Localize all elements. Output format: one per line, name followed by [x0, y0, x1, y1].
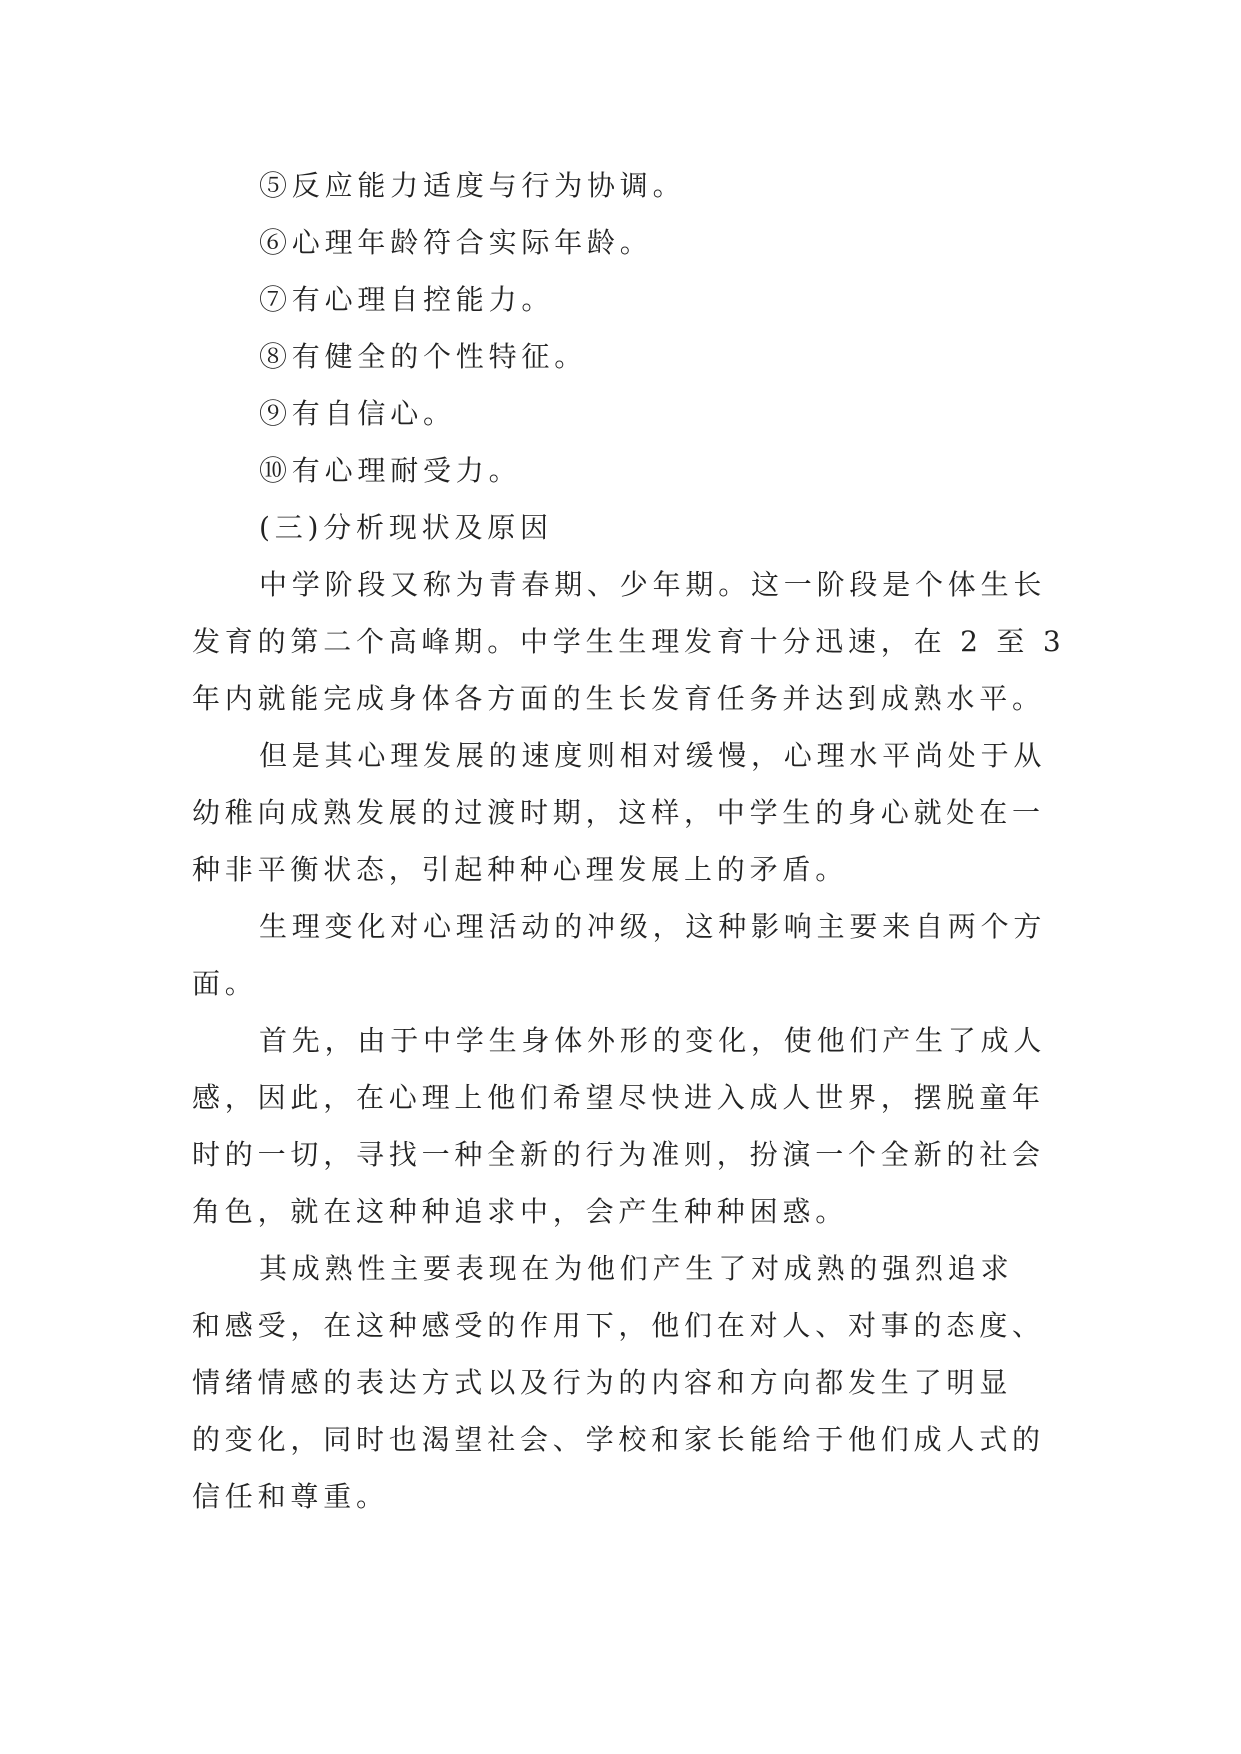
list-item: ⑧有健全的个性特征。 [259, 340, 588, 373]
paragraph-line: 角色，就在这种种追求中，会产生种种困惑。 [192, 1195, 849, 1228]
paragraph-line: 种非平衡状态，引起种种心理发展上的矛盾。 [192, 853, 849, 886]
paragraph-line: 感，因此，在心理上他们希望尽快进入成人世界，摆脱童年 [192, 1081, 1045, 1114]
paragraph-line: 但是其心理发展的速度则相对缓慢，心理水平尚处于从 [259, 739, 1047, 772]
paragraph-line: 其成熟性主要表现在为他们产生了对成熟的强烈追求 [259, 1252, 1014, 1285]
document-body [192, 157, 1066, 1525]
paragraph-line: 中学阶段又称为青春期、少年期。这一阶段是个体生长 [259, 568, 1047, 601]
paragraph-line: 年内就能完成身体各方面的生长发育任务并达到成熟水平。 [192, 682, 1045, 715]
paragraph [192, 898, 1054, 1012]
paragraph [192, 1240, 1054, 1525]
paragraph-line: 首先，由于中学生身体外形的变化，使他们产生了成人 [259, 1024, 1047, 1057]
paragraph-line: 信任和尊重。 [192, 1480, 389, 1513]
list-item: ⑤反应能力适度与行为协调。 [259, 169, 686, 202]
list-item: ⑩有心理耐受力。 [259, 454, 522, 487]
paragraph-line: 面。 [192, 967, 258, 1000]
paragraph [192, 556, 1066, 727]
list-item: ⑨有自信心。 [259, 397, 456, 430]
paragraph-line: 生理变化对心理活动的冲级，这种影响主要来自两个方 [259, 910, 1047, 943]
paragraph [192, 1012, 1054, 1240]
section-heading: (三)分析现状及原因 [259, 511, 553, 544]
list-item: ⑥心理年龄符合实际年龄。 [259, 226, 653, 259]
paragraph-line: 和感受，在这种感受的作用下，他们在对人、对事的态度、 [192, 1309, 1045, 1342]
paragraph [192, 727, 1054, 898]
paragraph-line: 幼稚向成熟发展的过渡时期，这样，中学生的身心就处在一 [192, 796, 1045, 829]
paragraph-line: 的变化，同时也渴望社会、学校和家长能给于他们成人式的 [192, 1423, 1045, 1456]
paragraph-line: 发育的第二个高峰期。中学生生理发育十分迅速，在 2 至 3 [192, 625, 1066, 658]
paragraph-line: 时的一切，寻找一种全新的行为准则，扮演一个全新的社会 [192, 1138, 1045, 1171]
list-item: ⑦有心理自控能力。 [259, 283, 555, 316]
paragraph-line: 情绪情感的表达方式以及行为的内容和方向都发生了明显 [192, 1366, 1013, 1399]
